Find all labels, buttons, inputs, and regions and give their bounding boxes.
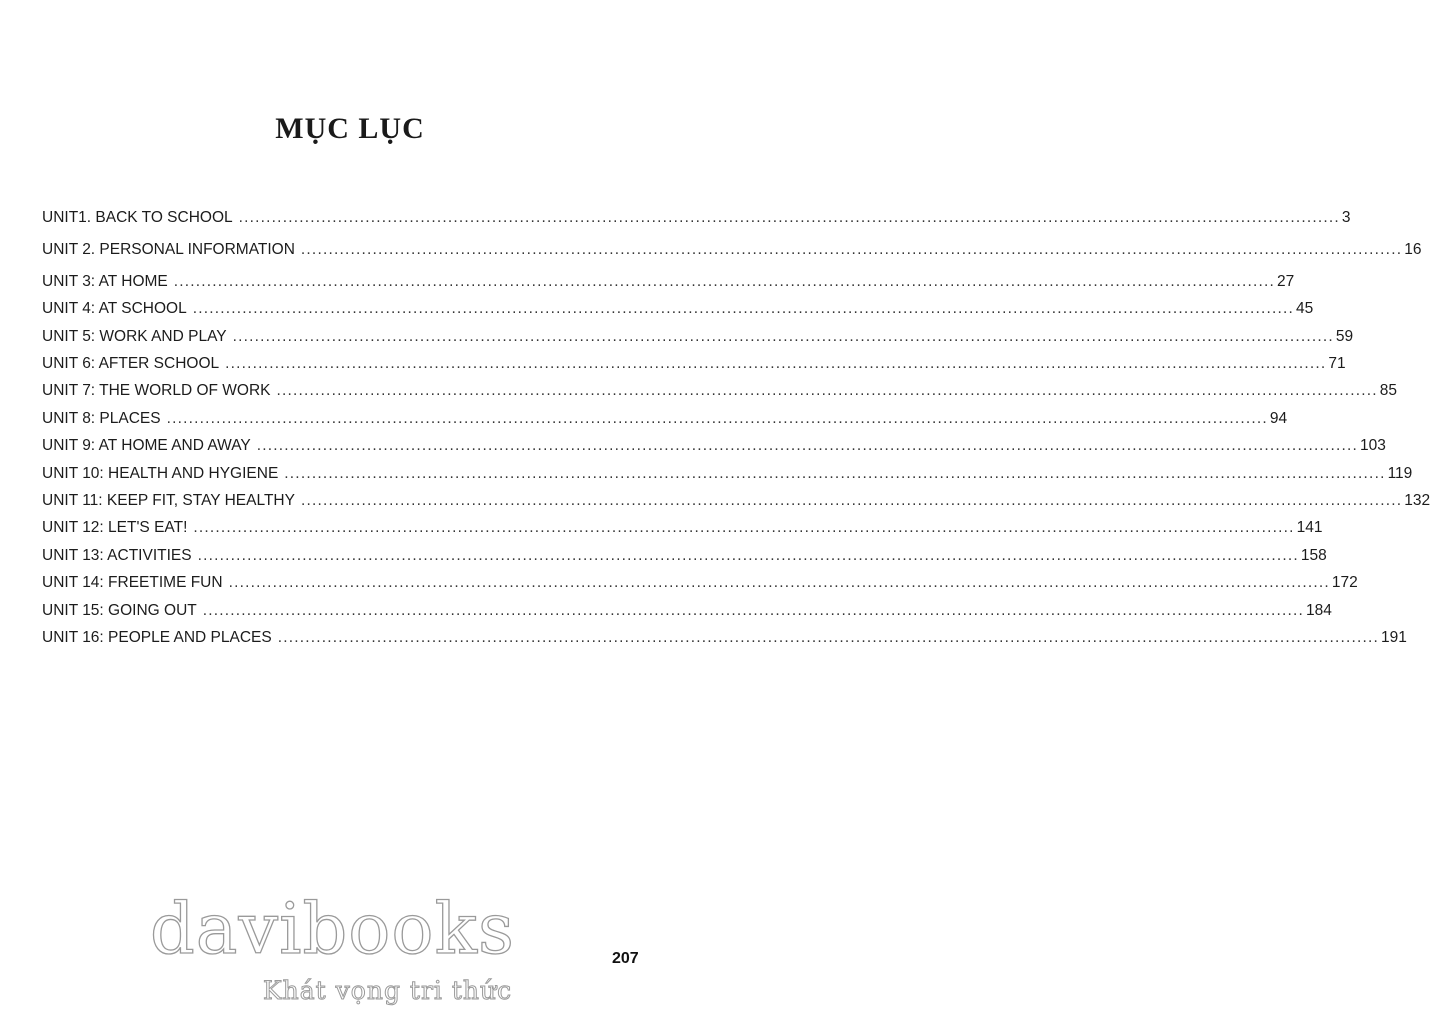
toc-entry-label: UNIT 6: AFTER SCHOOL xyxy=(42,355,220,373)
toc-entry xyxy=(42,432,1386,459)
toc-entry-label: UNIT 16: PEOPLE AND PLACES xyxy=(42,629,272,647)
toc-entry-page: 3 xyxy=(1341,209,1351,226)
dot-leader: ........................................................................................................................................................................................................ xyxy=(173,272,1276,290)
toc-entry xyxy=(42,377,1398,404)
toc-entry-page: 141 xyxy=(1296,519,1323,537)
toc-entry-page: 16 xyxy=(1404,241,1422,259)
toc-entry-page: 119 xyxy=(1387,464,1413,482)
toc-entry xyxy=(42,542,1327,569)
toc-entry-page: 71 xyxy=(1328,355,1346,373)
dot-leader: ........................................................................................................................................................................................................ xyxy=(225,355,1327,373)
dot-leader: ........................................................................................................................................................................................................ xyxy=(193,519,1295,537)
page-title: MỤC LỤC xyxy=(275,112,425,145)
toc-entry-page: 158 xyxy=(1300,546,1327,564)
toc-entry-label: UNIT 12: LET'S EAT! xyxy=(42,519,188,537)
dot-leader: ........................................................................................................................................................................................................ xyxy=(256,437,1359,455)
toc-entry-page: 59 xyxy=(1335,327,1354,345)
toc-entry-label: UNIT 13: ACTIVITIES xyxy=(42,546,192,564)
dot-leader: ........................................................................................................................................................................................................ xyxy=(284,464,1386,482)
toc-entry-label: UNIT 15: GOING OUT xyxy=(42,601,197,619)
toc-entry-label: UNIT 10: HEALTH AND HYGIENE xyxy=(42,464,279,482)
toc-entry-label: UNIT 4: AT SCHOOL xyxy=(42,300,187,318)
toc-entry xyxy=(42,624,1407,651)
toc-entry-page: 85 xyxy=(1379,382,1398,400)
toc-entry-label: UNIT 11: KEEP FIT, STAY HEALTHY xyxy=(42,492,295,510)
toc-entry-label: UNIT1. BACK TO SCHOOL xyxy=(42,209,233,226)
toc-entry-page: 172 xyxy=(1331,574,1358,592)
toc-entry xyxy=(42,350,1346,377)
dot-leader: ........................................................................................................................................................................................................ xyxy=(228,574,1330,592)
toc-entry-label: UNIT 3: AT HOME xyxy=(42,272,168,290)
dot-leader: ........................................................................................................................................................................................................ xyxy=(192,300,1294,318)
toc-entry xyxy=(42,268,1295,295)
toc-entry-page: 132 xyxy=(1404,492,1430,510)
toc-entry xyxy=(42,323,1354,350)
toc-entry xyxy=(42,204,1351,231)
table-of-contents xyxy=(42,204,1430,652)
toc-entry xyxy=(42,569,1358,596)
dot-leader: ........................................................................................................................................................................................................ xyxy=(300,492,1403,510)
toc-entry xyxy=(42,514,1323,541)
toc-entry xyxy=(42,236,1422,263)
toc-entry-page: 191 xyxy=(1381,629,1407,647)
toc-entry xyxy=(42,405,1288,432)
dot-leader: ........................................................................................................................................................................................................ xyxy=(197,546,1299,564)
toc-entry-page: 45 xyxy=(1296,300,1314,318)
toc-entry-label: UNIT 5: WORK AND PLAY xyxy=(42,327,227,345)
davibooks-watermark-logo: davibooks xyxy=(150,888,515,970)
dot-leader: ........................................................................................................................................................................................................ xyxy=(238,209,1340,226)
toc-entry-page: 94 xyxy=(1269,409,1288,427)
toc-entry xyxy=(42,460,1413,487)
dot-leader: ........................................................................................................................................................................................................ xyxy=(276,382,1378,400)
dot-leader: ........................................................................................................................................................................................................ xyxy=(232,327,1334,345)
toc-entry-label: UNIT 14: FREETIME FUN xyxy=(42,574,223,592)
toc-entry-page: 103 xyxy=(1360,437,1386,455)
page-number: 207 xyxy=(612,950,639,967)
toc-entry-page: 184 xyxy=(1306,601,1332,619)
toc-entry-label: UNIT 8: PLACES xyxy=(42,409,161,427)
toc-entry xyxy=(42,295,1314,322)
toc-entry xyxy=(42,597,1332,624)
watermark-tagline: Khát vọng tri thức xyxy=(263,976,513,1005)
toc-entry xyxy=(42,487,1430,514)
dot-leader: ........................................................................................................................................................................................................ xyxy=(277,629,1380,647)
toc-entry-label: UNIT 7: THE WORLD OF WORK xyxy=(42,382,271,400)
dot-leader: ........................................................................................................................................................................................................ xyxy=(202,601,1305,619)
dot-leader: ........................................................................................................................................................................................................ xyxy=(166,409,1268,427)
dot-leader: ........................................................................................................................................................................................................ xyxy=(300,241,1403,259)
toc-entry-label: UNIT 9: AT HOME AND AWAY xyxy=(42,437,251,455)
toc-entry-page: 27 xyxy=(1277,272,1295,290)
toc-entry-label: UNIT 2. PERSONAL INFORMATION xyxy=(42,241,295,259)
